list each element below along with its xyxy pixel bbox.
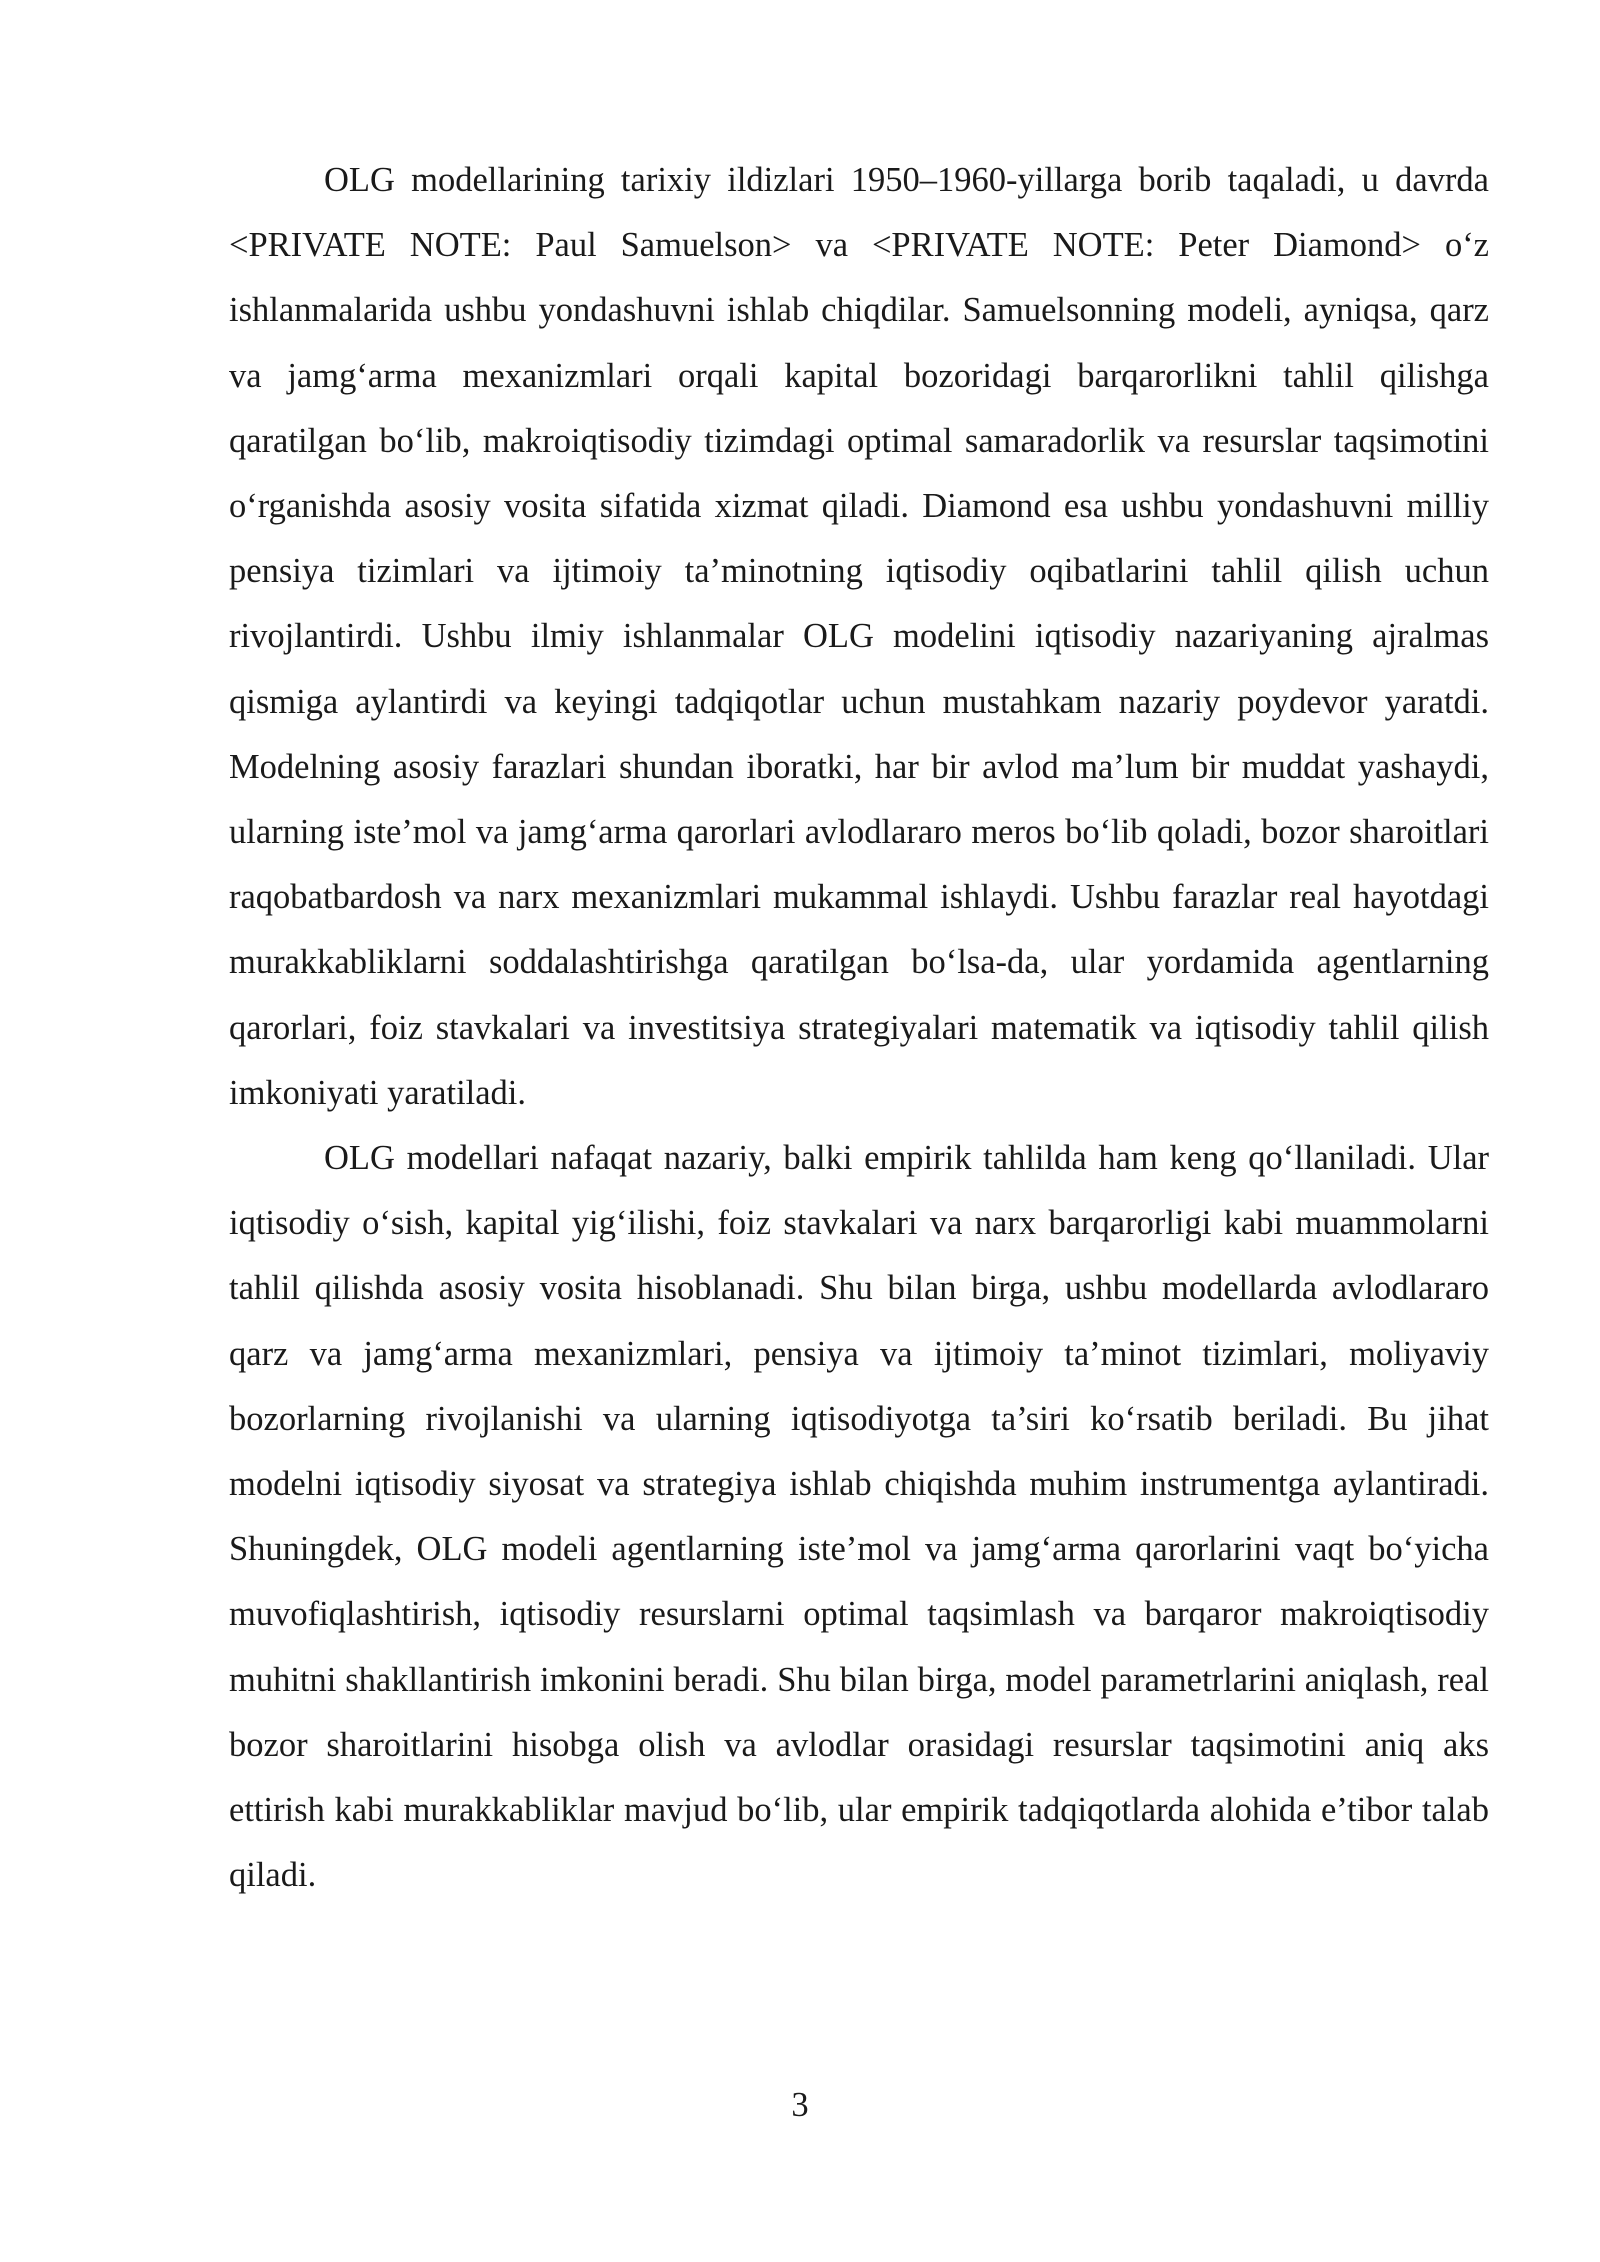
paragraph-olg-history: OLG modellarining tarixiy ildizlari 1950–1960-yillarga borib taqaladi, u davrda <PRIVATE NOTE: Paul Samuelson> va <PRIVATE NOTE: Peter Diamond> o‘z ishlanmalarida ushbu yondashuvni ishlab chiqdilar. Samuelsonning modeli, ayniqsa, qarz va jamg‘arma mexanizmlari orqali kapital bozoridagi barqarorlikni tahlil qilishga qaratilgan bo‘lib, makroiqtisodiy tizimdagi optimal samaradorlik va resurslar taqsimotini o‘rganishda asosiy vosita sifatida xizmat qiladi. Diamond esa ushbu yondashuvni milliy pensiya tizimlari va ijtimoiy ta’minotning iqtisodiy oqibatlarini tahlil qilish uchun rivojlantirdi. Ushbu ilmiy ishlanmalar OLG modelini iqtisodiy nazariyaning ajralmas qismiga aylantirdi va keyingi tadqiqotlar uchun mustahkam nazariy poydevor yaratdi. Modelning asosiy farazlari shundan iboratki, har bir avlod ma’lum bir muddat yashaydi, ularning iste’mol va jamg‘arma qarorlari avlodlararo meros bo‘lib qoladi, bozor sharoitlari raqobatbardosh va narx mexanizmlari mukammal ishlaydi. Ushbu farazlar real hayotdagi murakkabliklarni soddalashtirishga qaratilgan bo‘lsa-da, ular yordamida agentlarning qarorlari, foiz stavkalari va investitsiya strategiyalari matematik va iqtisodiy tahlil qilish imkoniyati yaratiladi.: [229, 161, 1489, 1112]
body-text: [229, 148, 1489, 1908]
page-number: 3: [791, 2086, 809, 2124]
paragraph-olg-applications: OLG modellari nafaqat nazariy, balki empirik tahlilda ham keng qo‘llaniladi. Ular iqtisodiy o‘sish, kapital yig‘ilishi, foiz stavkalari va narx barqarorligi kabi muammolarni tahlil qilishda asosiy vosita hisoblanadi. Shu bilan birga, ushbu modellarda avlodlararo qarz va jamg‘arma mexanizmlari, pensiya va ijtimoiy ta’minot tizimlari, moliyaviy bozorlarning rivojlanishi va ularning iqtisodiyotga ta’siri ko‘rsatib beriladi. Bu jihat modelni iqtisodiy siyosat va strategiya ishlab chiqishda muhim instrumentga aylantiradi. Shuningdek, OLG modeli agentlarning iste’mol va jamg‘arma qarorlarini vaqt bo‘yicha muvofiqlashtirish, iqtisodiy resurslarni optimal taqsimlash va barqaror makroiqtisodiy muhitni shakllantirish imkonini beradi. Shu bilan birga, model parametrlarini aniqlash, real bozor sharoitlarini hisobga olish va avlodlar orasidagi resurslar taqsimotini aniq aks ettirish kabi murakkabliklar mavjud bo‘lib, ular empirik tadqiqotlarda alohida e’tibor talab qiladi.: [229, 1139, 1489, 1895]
